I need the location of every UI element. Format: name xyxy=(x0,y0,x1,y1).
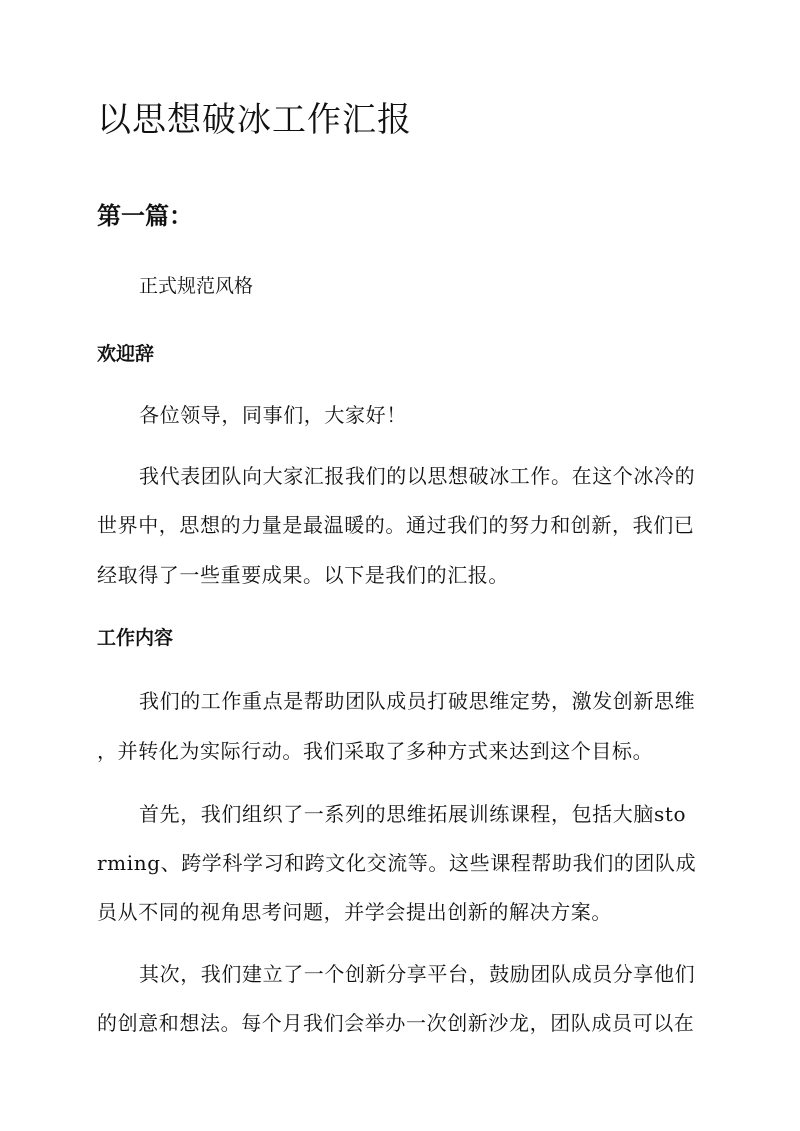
work-para1-line-1: 我们的工作重点是帮助团队成员打破思维定势，激发创新思维 xyxy=(139,689,696,713)
work-para3-line-2: 的创意和想法。每个月我们会举办一次创新沙龙，团队成员可以在 xyxy=(97,1011,695,1035)
style-label: 正式规范风格 xyxy=(139,275,254,297)
work-para2-line-3: 员从不同的视角思考问题，并学会提出创新的解决方案。 xyxy=(97,900,612,924)
work-para1-line-2: ，并转化为实际行动。我们采取了多种方式来达到这个目标。 xyxy=(97,739,654,763)
section-heading-welcome: 欢迎辞 xyxy=(97,343,155,365)
work-para2-line-2: rming、跨学科学习和跨文化交流等。这些课程帮助我们的团队成 xyxy=(97,851,697,875)
intro-line-2: 世界中，思想的力量是最温暖的。通过我们的努力和创新，我们已 xyxy=(97,513,695,537)
document-title: 以思想破冰工作汇报 xyxy=(97,100,412,140)
section-heading-work: 工作内容 xyxy=(97,627,174,649)
part-heading: 第一篇： xyxy=(97,201,193,230)
greeting-line: 各位领导，同事们，大家好！ xyxy=(139,403,407,427)
work-para2-line-1: 首先，我们组织了一系列的思维拓展训练课程，包括大脑sto xyxy=(139,802,687,826)
intro-line-3: 经取得了一些重要成果。以下是我们的汇报。 xyxy=(97,563,509,587)
work-para3-line-1: 其次，我们建立了一个创新分享平台，鼓励团队成员分享他们 xyxy=(139,962,696,986)
intro-line-1: 我代表团队向大家汇报我们的以思想破冰工作。在这个冰冷的 xyxy=(139,464,696,488)
